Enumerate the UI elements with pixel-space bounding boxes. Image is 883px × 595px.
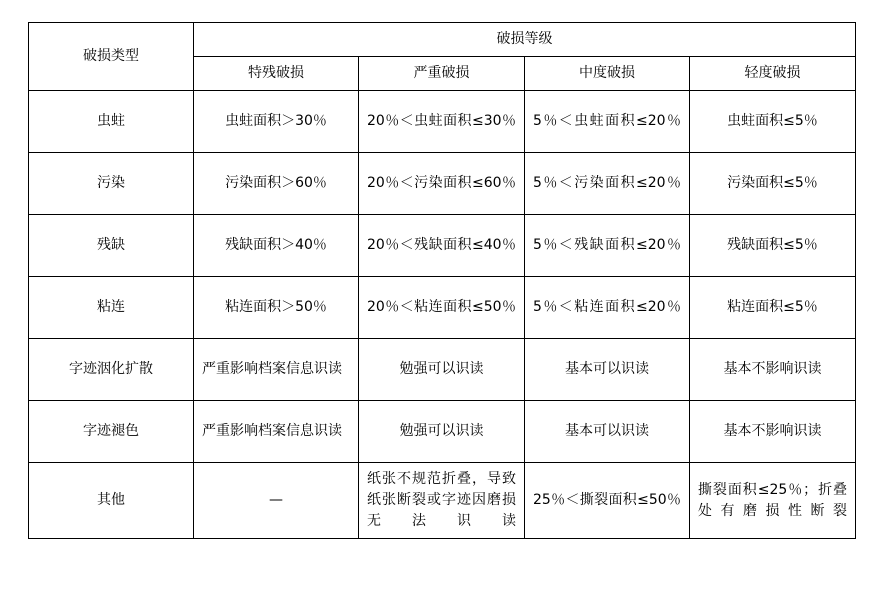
row-type-pollution: 污染	[29, 153, 194, 215]
damage-grade-table	[28, 22, 856, 539]
cell-incomplete-severe-residual: 残缺面积＞40％	[194, 215, 359, 277]
table-header	[29, 23, 856, 91]
cell-other-severe-residual: —	[194, 463, 359, 539]
row-type-ink-diffusion: 字迹洇化扩散	[29, 339, 194, 401]
row-type-incomplete: 残缺	[29, 215, 194, 277]
row-type-ink-fading: 字迹褪色	[29, 401, 194, 463]
cell-incomplete-serious: 20％＜残缺面积≤40％	[359, 215, 525, 277]
header-damage-type: 破损类型	[29, 23, 194, 91]
cell-ink-fading-moderate: 基本可以识读	[525, 401, 690, 463]
row-type-other: 其他	[29, 463, 194, 539]
table-row	[29, 339, 856, 401]
row-type-adhesion: 粘连	[29, 277, 194, 339]
cell-pollution-light: 污染面积≤5％	[690, 153, 856, 215]
cell-pollution-moderate: 5％＜污染面积≤20％	[525, 153, 690, 215]
cell-incomplete-moderate: 5％＜残缺面积≤20％	[525, 215, 690, 277]
cell-ink-fading-light: 基本不影响识读	[690, 401, 856, 463]
table-row	[29, 401, 856, 463]
cell-other-light: 撕裂面积≤25％；折叠处有磨损性断裂	[690, 463, 856, 539]
cell-adhesion-light: 粘连面积≤5％	[690, 277, 856, 339]
cell-incomplete-light: 残缺面积≤5％	[690, 215, 856, 277]
header-grade-light: 轻度破损	[690, 57, 856, 91]
table-row	[29, 91, 856, 153]
header-grade-serious: 严重破损	[359, 57, 525, 91]
header-damage-grade-group: 破损等级	[194, 23, 856, 57]
cell-adhesion-severe-residual: 粘连面积＞50％	[194, 277, 359, 339]
cell-worm-moderate: 5％＜虫蛀面积≤20％	[525, 91, 690, 153]
header-grade-moderate: 中度破损	[525, 57, 690, 91]
header-grade-severe-residual: 特残破损	[194, 57, 359, 91]
cell-ink-diffusion-serious: 勉强可以识读	[359, 339, 525, 401]
table-body	[29, 91, 856, 539]
cell-adhesion-serious: 20％＜粘连面积≤50％	[359, 277, 525, 339]
row-type-worm: 虫蛀	[29, 91, 194, 153]
cell-ink-diffusion-severe-residual: 严重影响档案信息识读	[194, 339, 359, 401]
cell-worm-serious: 20％＜虫蛀面积≤30％	[359, 91, 525, 153]
table-row	[29, 463, 856, 539]
cell-ink-diffusion-light: 基本不影响识读	[690, 339, 856, 401]
cell-ink-fading-serious: 勉强可以识读	[359, 401, 525, 463]
cell-ink-diffusion-moderate: 基本可以识读	[525, 339, 690, 401]
cell-worm-severe-residual: 虫蛀面积＞30％	[194, 91, 359, 153]
cell-adhesion-moderate: 5％＜粘连面积≤20％	[525, 277, 690, 339]
table-row	[29, 215, 856, 277]
cell-other-moderate: 25％＜撕裂面积≤50％	[525, 463, 690, 539]
table-header-row-top	[29, 23, 856, 57]
table-row	[29, 153, 856, 215]
cell-pollution-serious: 20％＜污染面积≤60％	[359, 153, 525, 215]
cell-ink-fading-severe-residual: 严重影响档案信息识读	[194, 401, 359, 463]
cell-worm-light: 虫蛀面积≤5％	[690, 91, 856, 153]
cell-other-serious: 纸张不规范折叠，导致纸张断裂或字迹因磨损无法识读	[359, 463, 525, 539]
cell-pollution-severe-residual: 污染面积＞60％	[194, 153, 359, 215]
table-row	[29, 277, 856, 339]
